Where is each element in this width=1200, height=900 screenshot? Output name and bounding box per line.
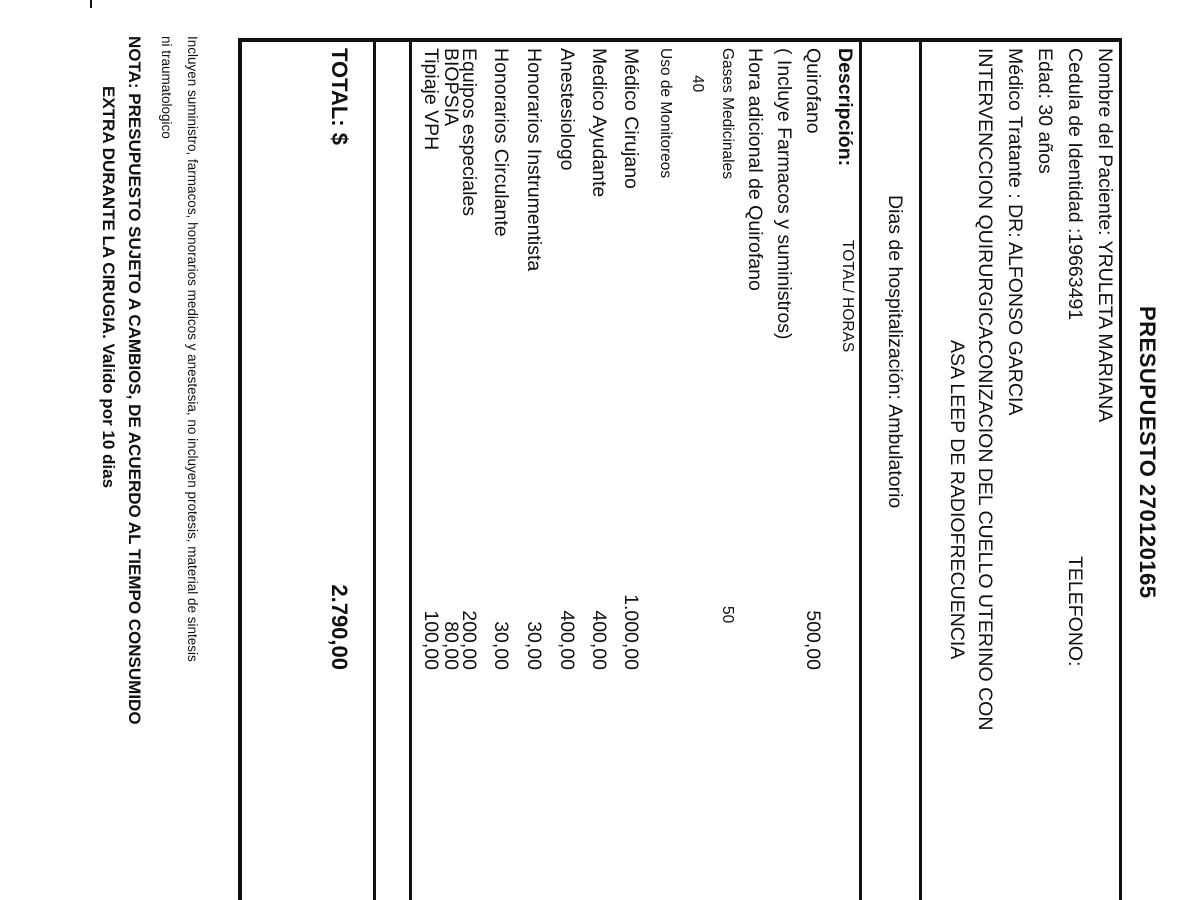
amount-quirofano: 500,00	[802, 610, 824, 670]
document-title: PRESUPUESTO 270120165	[1135, 306, 1160, 599]
patient-id: Cedula de Identidad :19663491	[1064, 48, 1086, 321]
edge-mark	[90, 0, 92, 8]
item-ayudante: Medico Ayudante	[588, 48, 610, 198]
left-border	[238, 38, 1122, 42]
item-quirofano-note: ( Incluye Farmacos y suministros)	[773, 48, 795, 340]
total-hours-heading: TOTAL/ HORAS	[839, 240, 856, 353]
inclusions-note-cont: ni traumatologico	[159, 36, 174, 139]
item-instrumentista: Honorarios Instrumentista	[523, 48, 545, 272]
item-anestesiologo: Anestesiologo	[556, 48, 578, 171]
inclusions-note: Incluyen suministro, farmacos, honorarios medicos y anestesia, no incluyen protesis, material de sintesis	[185, 36, 200, 662]
procedure-name-cont: ASA LEEP DE RADIOFRECUENCIA	[946, 340, 968, 660]
phone-label: TELEFONO:	[1064, 556, 1086, 667]
patient-age: Edad: 30 años	[1034, 48, 1056, 174]
items-bottom-rule	[409, 40, 412, 900]
item-circulante: Honorarios Circulante	[490, 48, 512, 237]
item-quirofano: Quirofano	[802, 48, 824, 134]
item-monitoreos: Uso de Monitoreos	[657, 48, 674, 179]
gases-value: 50	[719, 606, 736, 624]
amount-equipos: 200,00	[458, 610, 480, 670]
hospitalization-days: Dias de hospitalización: Ambulatorio	[884, 195, 906, 509]
item-gases: Gases Medicinales	[719, 48, 736, 179]
bottom-rule	[238, 40, 242, 900]
gases-qty: 40	[689, 75, 706, 93]
treating-doctor: Médico Tratante : DR: ALFONSO GARCIA	[1004, 48, 1026, 416]
disclaimer-note-cont: EXTRA DURANTE LA CIRUGIA. Valido por 10 dias	[99, 86, 118, 489]
procedure-label: INTERVENCCION QUIRURGICA:	[974, 48, 996, 345]
total-top-rule	[373, 40, 376, 900]
item-equipos: Equipos especiales	[458, 48, 480, 217]
header-rule	[859, 40, 862, 900]
amount-circulante: 30,00	[490, 621, 512, 670]
amount-cirujano: 1.000,00	[620, 594, 642, 670]
item-cirujano: Médico Cirujano	[620, 48, 642, 189]
item-biopsia: BIOPSIA	[440, 48, 462, 127]
total-label: TOTAL: $	[327, 48, 352, 145]
description-heading: Descripción:	[834, 48, 856, 167]
amount-anestesiologo: 400,00	[556, 610, 578, 670]
amount-ayudante: 400,00	[588, 610, 610, 670]
top-rule	[1119, 40, 1122, 900]
patient-name: Nombre del Paciente: YRULETA MARIANA	[1094, 48, 1116, 423]
amount-biopsia: 80,00	[440, 621, 462, 670]
amount-tipiaje: 100,00	[420, 610, 442, 670]
item-hora-adicional: Hora adicional de Quirofano	[744, 48, 766, 291]
total-amount: 2.790,00	[327, 584, 352, 670]
section-rule	[919, 40, 922, 900]
amount-instrumentista: 30,00	[523, 621, 545, 670]
procedure-name: CONIZACION DEL CUELLO UTERINO CON	[974, 340, 996, 731]
item-tipiaje: Tipiaje VPH	[420, 48, 442, 151]
disclaimer-note: NOTA: PRESUPUESTO SUJETO A CAMBIOS, DE ACUERDO AL TIEMPO CONSUMIDO	[125, 36, 144, 725]
